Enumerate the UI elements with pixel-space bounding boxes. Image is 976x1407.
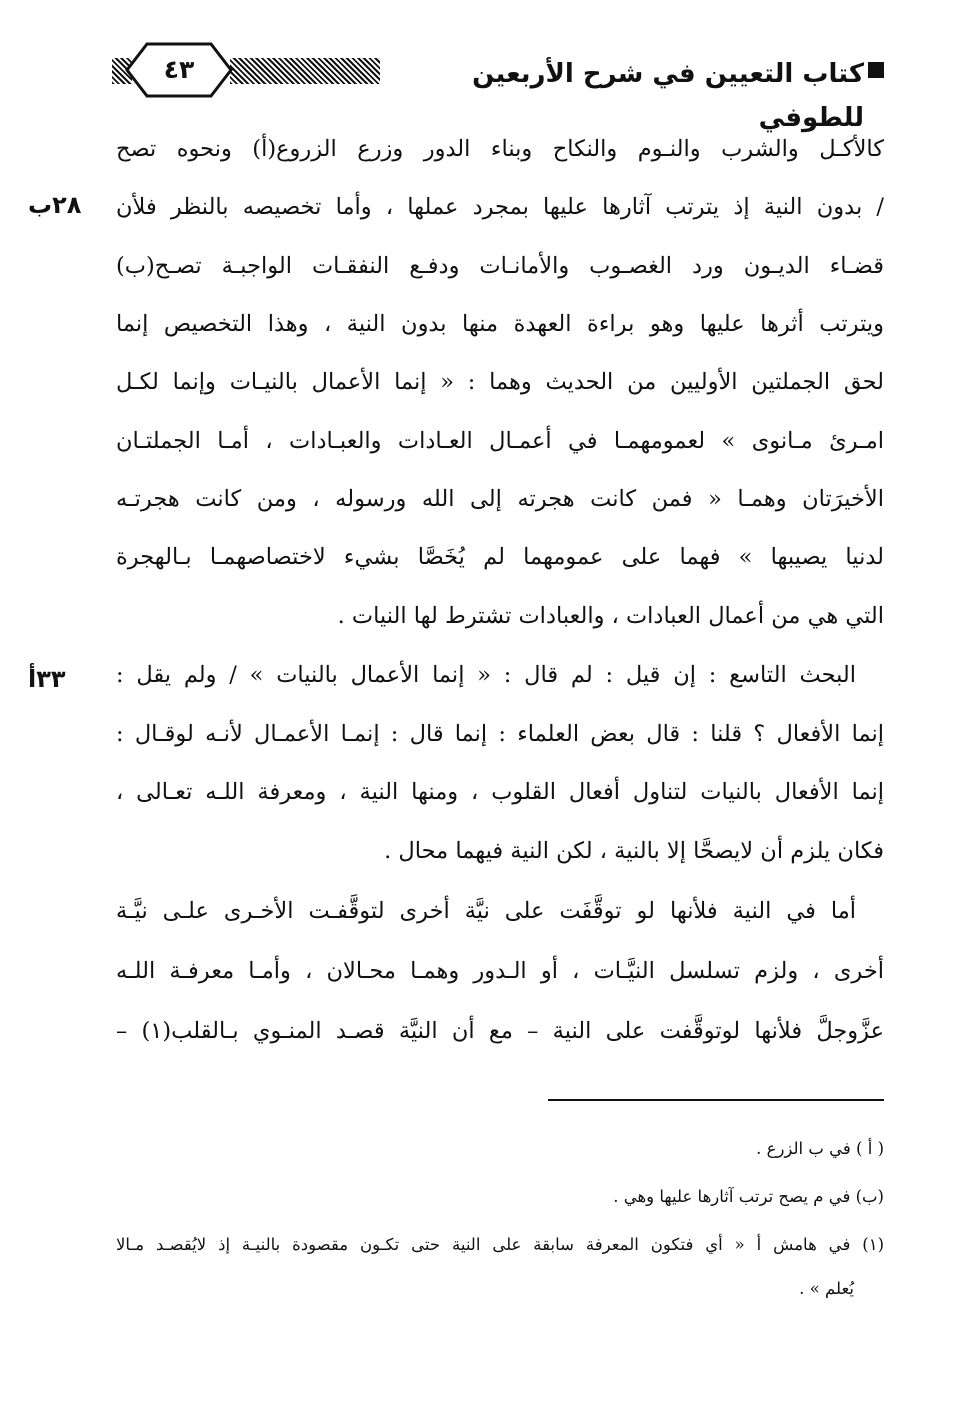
body-line: لحق الجملتين الأوليين من الحديث وهما : « إنما الأعمال بالنيـات وإنما لكـل [116,369,884,395]
body-line: قضـاء الديـون ورد الغصـوب والأمانـات ودفـع النفقـات الواجبـة تصـح(ب) [116,253,884,279]
body-line: ويترتب أثرها عليها وهو براءة العهدة منها بدون النية ، وهذا التخصيص إنما [116,311,884,337]
body-line: كالأكـل والشرب والنـوم والنكاح وبناء الدور وزرع الزروع(أ) ونحوه تصح [116,136,884,162]
body-line: أما في النية فلأنها لو توقَّفَت على نيَّة أخرى لتوقَّفـت الأخـرى علـى نيَّـة [116,898,856,924]
margin-note-folio: ٢٨ب [28,191,82,219]
header-ornament-square [868,62,884,78]
body-line: إنما الأفعال ؟ قلنا : قال بعض العلماء : إنما قال : إنمـا الأعمـال لأنـه لوقـال : [116,721,884,747]
footnote: (١) في هامش أ « أي فتكون المعرفة سابقة على النية حتى تكـون مقصودة بالنيـة إذ لايُقصـد مـالا [116,1235,884,1254]
footnote-continuation: يُعلم » . [799,1279,854,1298]
body-line: البحث التاسع : إن قيل : لم قال : « إنما الأعمال بالنيات » / ولم يقل : [116,662,856,688]
body-line: الأخيرَتان وهمـا « فمن كانت هجرته إلى الله ورسوله ، ومن كانت هجرتـه [116,486,884,512]
page-number: ٤٣ [163,55,195,84]
body-line: التي هي من أعمال العبادات ، والعبادات تشترط لها النيات . [337,603,884,629]
book-title: كتاب التعيين في شرح الأربعين للطوفي [472,59,864,133]
footnote: (ب) في م يصح ترتب آثارها عليها وهي . [613,1187,884,1206]
body-line: إنما الأفعال بالنيات لتناول أفعال القلوب ، ومنها النية ، ومعرفة اللـه تعـالى ، [116,779,884,805]
body-line: امـرئ مـانوى » لعمومهمـا في أعمـال العـادات والعبـادات ، أمـا الجملتـان [116,428,884,454]
body-line: أخرى ، ولزم تسلسل النيَّـات ، أو الـدور وهمـا محـالان ، وأمـا معرفـة اللـه [116,958,884,984]
margin-note-folio: ٣٣أ [28,665,66,693]
header-hatch-band [230,58,380,84]
body-line: فكان يلزم أن لايصحَّا إلا بالنية ، لكن النية فيهما محال . [384,838,884,864]
footnote-separator [548,1099,884,1101]
body-line: / بدون النية إذ يترتب آثارها عليها بمجرد عملها ، وأما تخصيصه بالنظر فلأن [116,194,884,220]
body-line: لدنيا يصيبها » فهما على عمومهما لم يُخَصَّا بشيء لاختصاصهمـا بـالهجرة [116,544,884,570]
footnote: ( أ ) في ب الزرع . [756,1139,884,1158]
body-line: عزَّوجلَّ فلأنها لوتوقَّفت على النية – مع أن النيَّة قصـد المنـوي بـالقلب(١) – [116,1018,885,1044]
